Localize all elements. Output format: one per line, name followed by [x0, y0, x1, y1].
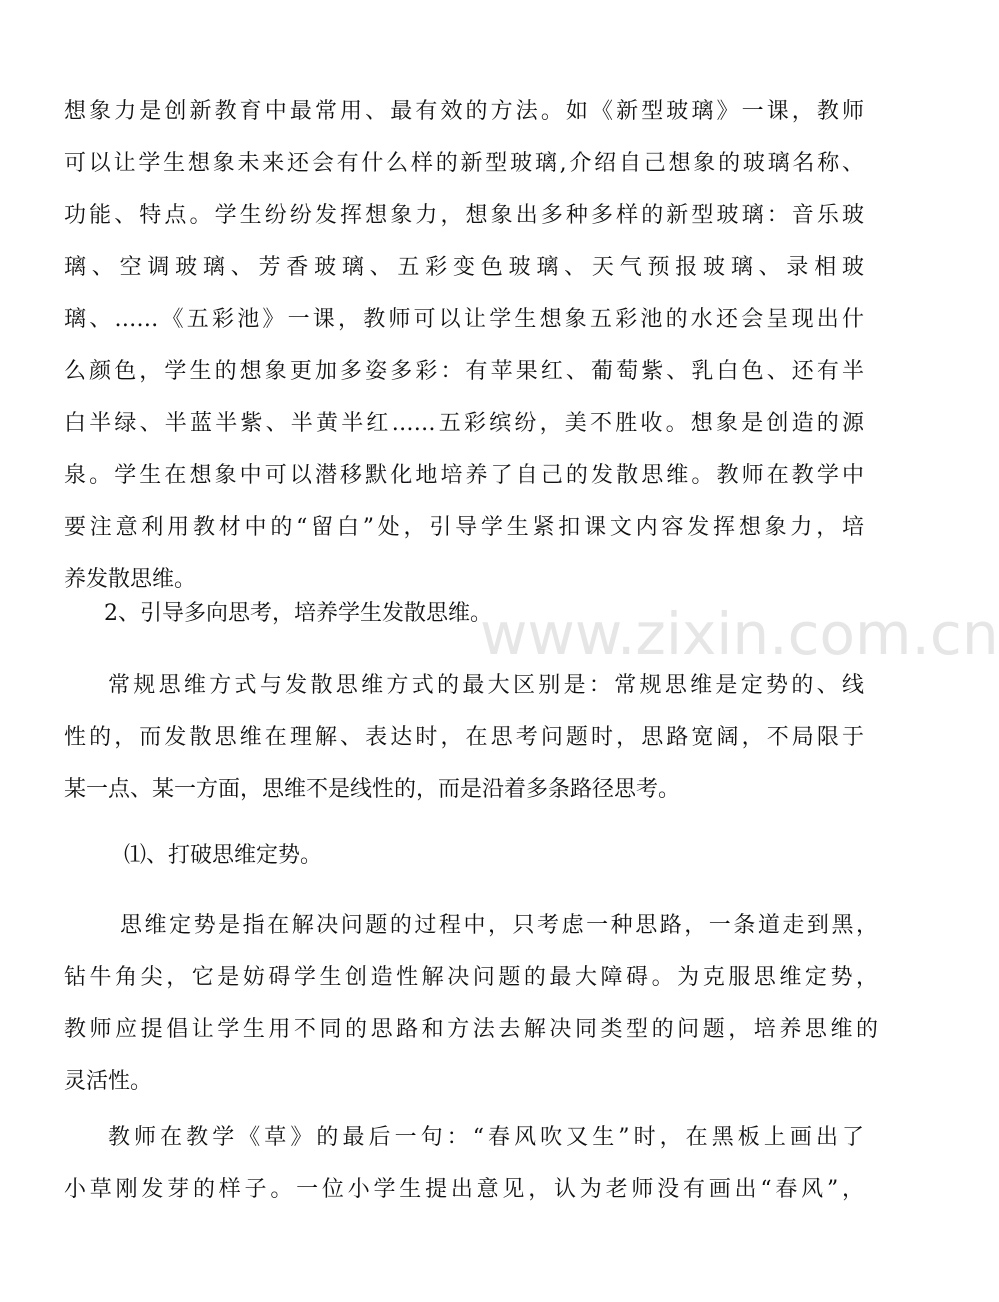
text-line: 要注意利用教材中的“留白”处，引导学生紧扣课文内容发挥想象力，培 [64, 515, 864, 540]
subsection-heading-1 [124, 830, 624, 882]
text-line: 性的，而发散思维在理解、表达时，在思考问题时，思路宽阔，不局限于 [64, 725, 864, 750]
text-line: 教师在教学《草》的最后一句：“春风吹又生”时，在黑板上画出了 [108, 1125, 864, 1150]
text-line: 功能、特点。学生纷纷发挥想象力，想象出多种多样的新型玻璃：音乐玻 [64, 203, 864, 228]
watermark: www.zixin.com.cn [480, 600, 999, 668]
text-line: 小草刚发芽的样子。一位小学生提出意见，认为老师没有画出“春风”， [64, 1177, 864, 1202]
text-line: 思维定势是指在解决问题的过程中，只考虑一种思路，一条道走到黑， [120, 913, 878, 938]
section-heading-2 [104, 588, 704, 640]
text-line: 泉。学生在想象中可以潜移默化地培养了自己的发散思维。教师在教学中 [64, 463, 864, 488]
text-line: 养发散思维。 [64, 567, 197, 592]
text-line: 么颜色，学生的想象更加多姿多彩：有苹果红、葡萄紫、乳白色、还有半 [64, 359, 864, 384]
heading-text: ⑴、打破思维定势。 [124, 843, 323, 868]
text-line: 可以让学生想象未来还会有什么样的新型玻璃,介绍自己想象的玻璃名称、 [64, 151, 864, 176]
text-line: 某一点、某一方面，思维不是线性的，而是沿着多条路径思考。 [64, 777, 681, 802]
text-line: 教师应提倡让学生用不同的思路和方法去解决同类型的问题，培养思维的 [64, 1017, 878, 1042]
paragraph-divergent-thinking [64, 660, 864, 816]
text-line: 璃、……《五彩池》一课，教师可以让学生想象五彩池的水还会呈现出什 [64, 307, 864, 332]
paragraph-imagination [64, 86, 864, 606]
text-line: 白半绿、半蓝半紫、半黄半红……五彩缤纷，美不胜收。想象是创造的源 [64, 411, 864, 436]
text-line: 钻牛角尖，它是妨碍学生创造性解决问题的最大障碍。为克服思维定势， [64, 965, 878, 990]
text-line: 想象力是创新教育中最常用、最有效的方法。如《新型玻璃》一课，教师 [64, 99, 864, 124]
paragraph-thinking-set [64, 900, 878, 1108]
text-line: 璃、空调玻璃、芳香玻璃、五彩变色玻璃、天气预报玻璃、录相玻 [64, 255, 864, 280]
text-line: 灵活性。 [64, 1069, 153, 1094]
paragraph-grass-lesson [64, 1112, 864, 1216]
heading-text: 2、引导多向思考，培养学生发散思维。 [104, 601, 492, 626]
text-line: 常规思维方式与发散思维方式的最大区别是：常规思维是定势的、线 [108, 673, 864, 698]
